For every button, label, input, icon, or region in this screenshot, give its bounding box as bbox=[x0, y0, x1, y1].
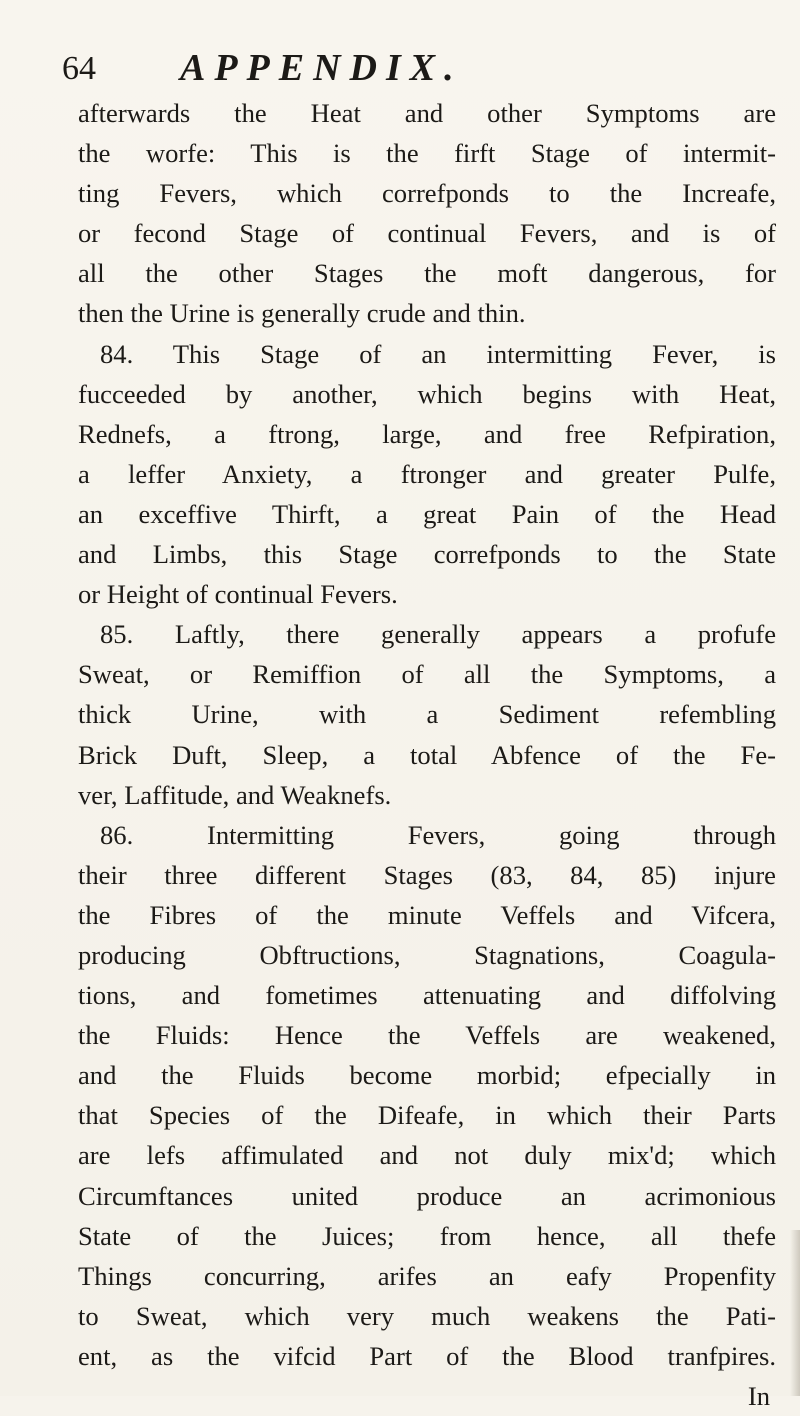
text-line: thick Urine, with a Sediment refembling bbox=[78, 699, 776, 730]
text-line: producing Obftructions, Stagnations, Coagula- bbox=[78, 939, 776, 970]
text-line: then the Urine is generally crude and thin. bbox=[78, 298, 526, 329]
page-edge-shadow bbox=[790, 1230, 800, 1396]
running-head: APPENDIX. bbox=[180, 47, 463, 89]
text-line: an exceffive Thirft, a great Pain of the Head bbox=[78, 498, 776, 529]
text-line: or Height of continual Fevers. bbox=[78, 579, 398, 610]
text-line: all the other Stages the moft dangerous, for bbox=[78, 258, 776, 289]
paragraph-84-start: 84. This Stage of an intermitting Fever, is bbox=[100, 338, 776, 369]
text-line: the worfe: This is the firft Stage of intermit- bbox=[78, 138, 776, 169]
text-line: the Fibres of the minute Veffels and Vifcera, bbox=[78, 899, 776, 930]
page-number: 64 bbox=[62, 50, 96, 87]
text-line: and Limbs, this Stage correfponds to the State bbox=[78, 539, 776, 570]
catchword: In bbox=[747, 1381, 770, 1411]
text-line: Sweat, or Remiffion of all the Symptoms, a bbox=[78, 659, 776, 690]
text-line: or fecond Stage of continual Fevers, and is of bbox=[78, 218, 776, 249]
text-line: ent, as the vifcid Part of the Blood tranfpires. bbox=[78, 1340, 776, 1371]
text-line: ver, Laffitude, and Weaknefs. bbox=[78, 779, 392, 810]
text-line: are lefs affimulated and not duly mix'd; which bbox=[78, 1140, 776, 1171]
text-line: Rednefs, a ftrong, large, and free Refpiration, bbox=[78, 418, 776, 449]
text-line: tions, and fometimes attenuating and diffolving bbox=[78, 980, 776, 1011]
text-line: ting Fevers, which correfponds to the Increafe, bbox=[78, 178, 776, 209]
paragraph-86-start: 86. Intermitting Fevers, going through bbox=[100, 819, 776, 850]
text-line: their three different Stages (83, 84, 85) injure bbox=[78, 859, 776, 890]
text-line: a leffer Anxiety, a ftronger and greater Pulfe, bbox=[78, 458, 776, 489]
text-line: Circumftances united produce an acrimonious bbox=[78, 1180, 776, 1211]
text-line: Brick Duft, Sleep, a total Abfence of the Fe- bbox=[78, 739, 776, 770]
text-line: State of the Juices; from hence, all thefe bbox=[78, 1220, 776, 1251]
body-text bbox=[78, 93, 776, 1416]
text-line: Things concurring, arifes an eafy Propenfity bbox=[78, 1260, 776, 1291]
paragraph-85-start: 85. Laftly, there generally appears a profufe bbox=[100, 619, 776, 650]
text-line: and the Fluids become morbid; efpecially in bbox=[78, 1060, 776, 1091]
text-line: fucceeded by another, which begins with Heat, bbox=[78, 378, 776, 409]
text-line: afterwards the Heat and other Symptoms are bbox=[78, 98, 776, 128]
text-line: the Fluids: Hence the Veffels are weakened, bbox=[78, 1020, 776, 1051]
text-line: to Sweat, which very much weakens the Pati- bbox=[78, 1300, 776, 1331]
text-line: that Species of the Difeafe, in which their Parts bbox=[78, 1100, 776, 1131]
